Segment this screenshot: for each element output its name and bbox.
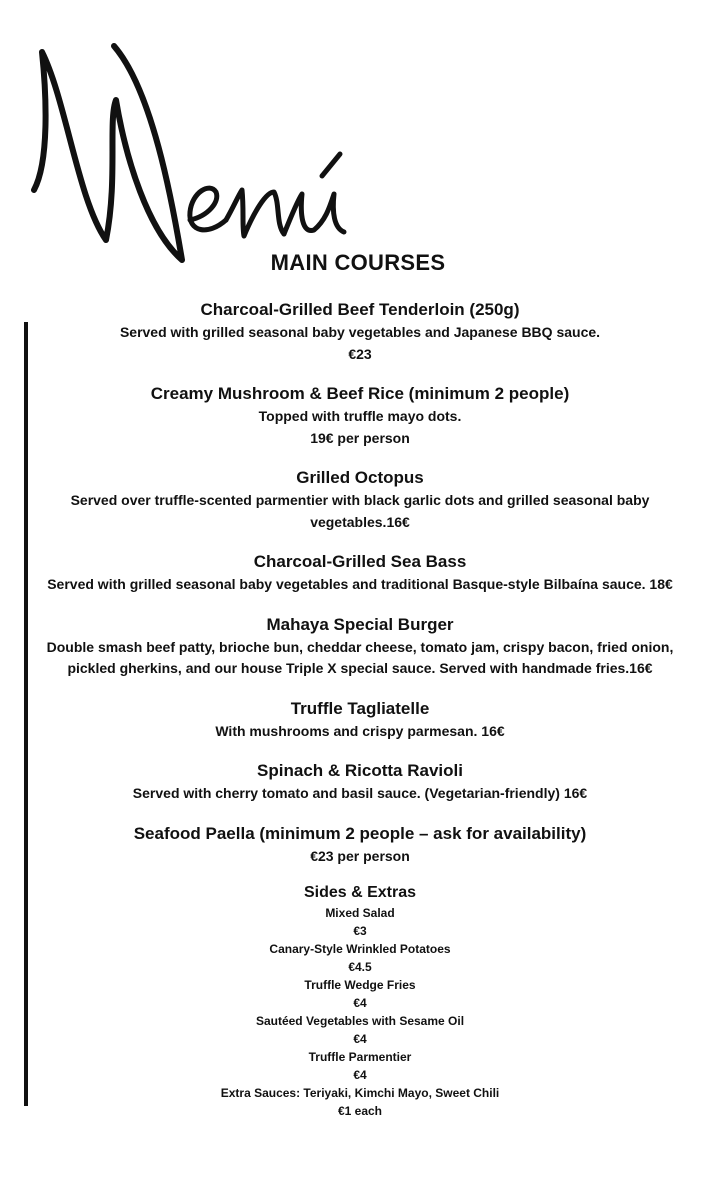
dish-item — [30, 822, 690, 868]
dish-description: Served with grilled seasonal baby vegetables and Japanese BBQ sauce. — [119, 324, 601, 340]
dish-item — [30, 382, 690, 449]
dish-item — [30, 697, 690, 743]
dish-item — [30, 613, 690, 680]
dish-name: Charcoal-Grilled Sea Bass — [253, 552, 467, 571]
side-price: €3 — [353, 924, 367, 938]
side-name: Truffle Wedge Fries — [304, 978, 416, 992]
sides-section — [30, 882, 690, 1120]
dish-name: Spinach & Ricotta Ravioli — [257, 761, 463, 780]
side-name: Mixed Salad — [325, 906, 395, 920]
dish-description: Served over truffle-scented parmentier with black garlic dots and grilled seasonal baby vegetables.16€ — [70, 492, 650, 530]
section-title: MAIN COURSES — [270, 250, 446, 275]
dish-name: Mahaya Special Burger — [266, 614, 454, 634]
dish-description: With mushrooms and crispy parmesan. 16€ — [215, 722, 505, 739]
left-vertical-rule — [24, 322, 28, 1106]
dish-name: Seafood Paella (minimum 2 people – ask for availability) — [133, 823, 587, 843]
side-name: Truffle Parmentier — [308, 1050, 412, 1064]
dish-item — [30, 466, 690, 533]
dish-description: Double smash beef patty, brioche bun, cheddar cheese, tomato jam, crispy bacon, fried onion, pickled gherkins, and our house Triple X special sauce. Served with handmade fries.16€ — [46, 638, 674, 676]
dish-price: 19€ per person — [310, 429, 410, 446]
side-price: €4 — [353, 1068, 367, 1082]
dish-item — [30, 298, 690, 365]
dish-name: Truffle Tagliatelle — [290, 698, 430, 718]
side-name: Sautéed Vegetables with Sesame Oil — [255, 1014, 465, 1028]
dish-description: Topped with truffle mayo dots. — [258, 408, 462, 424]
sides-title: Sides & Extras — [303, 884, 417, 901]
menu-content — [30, 298, 690, 1120]
dish-item — [30, 550, 690, 596]
side-price: €4.5 — [348, 960, 372, 974]
dish-name: Creamy Mushroom & Beef Rice (minimum 2 people) — [150, 384, 570, 403]
side-name: Extra Sauces: Teriyaki, Kimchi Mayo, Sweet Chili — [220, 1086, 500, 1100]
side-name: Canary-Style Wrinkled Potatoes — [269, 942, 451, 956]
side-price: €4 — [353, 996, 367, 1010]
dish-price: €23 — [348, 345, 372, 362]
dish-description: Served with grilled seasonal baby vegetables and traditional Basque-style Bilbaína sauce. 18€ — [47, 576, 673, 592]
dish-price: €23 per person — [310, 847, 410, 864]
dish-item — [30, 759, 690, 805]
side-price: €1 each — [337, 1104, 383, 1118]
dish-name: Grilled Octopus — [296, 468, 424, 487]
dish-description: Served with cherry tomato and basil sauce. (Vegetarian-friendly) 16€ — [132, 785, 588, 801]
side-price: €4 — [353, 1032, 367, 1046]
dish-name: Charcoal-Grilled Beef Tenderloin (250g) — [200, 300, 520, 319]
